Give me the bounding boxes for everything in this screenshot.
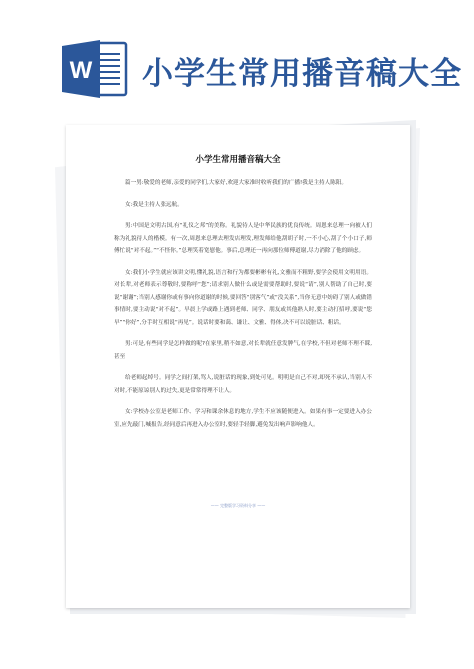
paragraph: 女:我是主持人张远航。 (125, 201, 183, 208)
paragraph: 篇一男:敬爱的老师,亲爱的同学们,大家好,欢迎大家准时收听我们的广播!我是主持人陈阳。 (125, 180, 348, 186)
banner (0, 0, 474, 108)
word-logo-letter: W (69, 57, 93, 84)
paragraph: 女:我们小学生就应该讲文明,懂礼貌,语言和行为都要彬彬有礼,文雅而不粗野,要学会使用文明用语。对长辈,对老师表示尊敬时,要称呼“您”;请求别人做什么或是需要帮助时,要说“请”,别人帮助了自己时,要说“谢谢”;当别人感谢你或有事向你道谢的时候,要回答“别客气”或“没关系”,当你无意中妨碍了别人或做错事情时,要主动说“对不起”。早晨上学或路上遇到老师、同学、朋友或其他熟人时,要主动打招呼,要说“您早”“你好”,分手时互相说“再见”。说话时要和蔼、谦让、文雅、得体,决不可以说脏话、粗话。 (114, 269, 372, 326)
banner-title: 小学生常用播音稿大全 (142, 56, 462, 92)
paragraph: 男:中国是文明古国,有“礼仪之邦”的美称。礼貌待人是中华民族的优良传统。周恩来总理一向被人们称为礼貌待人的楷模。有一次,周恩来总理去理发店理发,理发师给他刮胡子时,一不小心,刮了个小口子,师傅忙说“对不起。”“不怪你。”总理笑着宽慰他。事后,总理还一再向那位师傅道谢,尽力消除了他的顾虑。 (114, 223, 372, 254)
document-title: 小学生常用播音稿大全 (195, 155, 281, 165)
document-body (114, 177, 372, 440)
document-footer: —— 完整版学习资料分享 —— (210, 503, 266, 508)
word-document-icon (62, 38, 128, 100)
document-page (66, 125, 410, 608)
paragraph: 男:可是,有些同学是怎样做的呢?在家里,稍不如意,对长辈就任意发脾气,在学校,不但对老师不理不睬,甚至 (114, 341, 372, 360)
paragraph: 给老师起绰号。同学之间打架,骂人,说脏话的现象,到处可见。明明是自己不对,却死不承认,当别人不对时,不能原谅别人的过失,更是常常得理不让人。 (114, 375, 372, 394)
paragraph: 女:学校办公室是老师工作、学习和课余休息的地方,学生不应该随便进入。如果有事一定要进入办公室,应先敲门,喊报告,经同意后再进入办公室时,要轻手轻脚,避免发出响声影响他人。 (114, 409, 372, 428)
